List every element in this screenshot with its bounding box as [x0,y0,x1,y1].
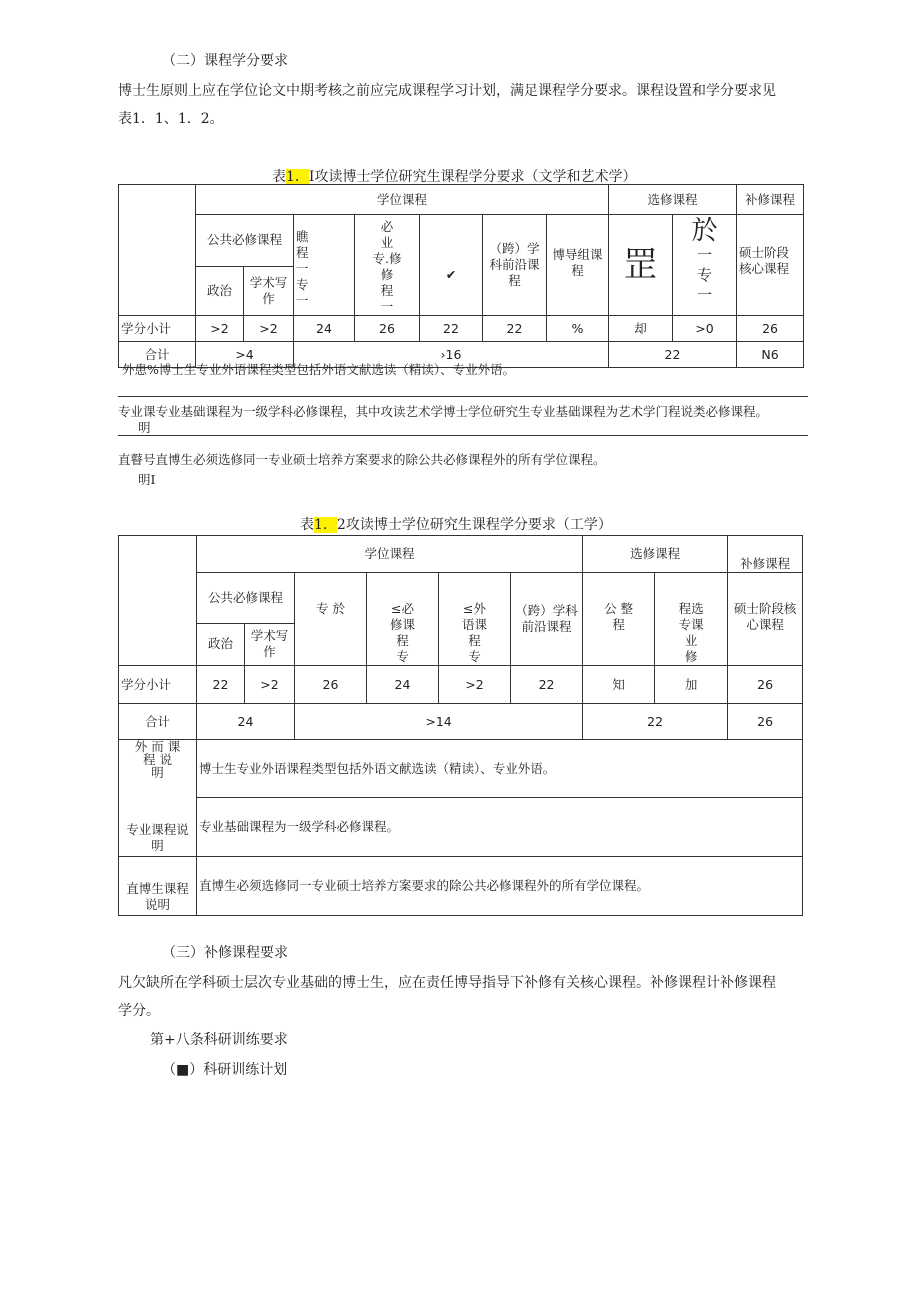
note-label-foreign: 外 而 课 程 说 明 [119,740,197,798]
subtotal-cell: 22 [511,666,583,704]
table2-credit-requirements [118,535,803,916]
header-degree-courses: 学位课程 [197,536,583,573]
total-cell: >4 [196,342,294,368]
header-doctoral-group: 博导组课 程 [547,215,609,316]
subsection-heading-research-plan: （■）科研训练计划 [162,1062,288,1078]
header-academic-writing: 学术写 作 [245,623,295,665]
header-politics: 政治 [196,266,244,315]
subtotal-cell: 26 [295,666,367,704]
subtotal-cell: >2 [196,316,244,342]
subtotal-cell: 26 [737,316,804,342]
caption-prefix: 表 [272,169,286,185]
row-label-total: 合计 [119,704,197,740]
total-cell: >14 [295,704,583,740]
caption-suffix: I攻读博士学位研究生课程学分要求（文学和艺术学） [308,169,637,185]
subtotal-cell: 26 [355,316,420,342]
subtotal-cell: 知 [583,666,655,704]
header-col3: 专 於 [295,573,367,666]
subtotal-cell: >2 [439,666,511,704]
row-label-total: 合计 [119,342,196,368]
header-elective: 选修课程 [609,185,737,215]
subtotal-cell: >2 [245,666,295,704]
header-cross-discipline: （跨）学 科前沿课程 [483,215,547,316]
header-master-core: 硕士阶段核 心课程 [728,573,803,666]
row-label-subtotal: 学分小计 [119,666,197,704]
header-supplementary: 补修课程 [737,185,804,215]
total-cell: 26 [728,704,803,740]
header-col9 [673,215,737,316]
table1-credit-requirements [118,184,804,368]
total-cell: ›16 [294,342,609,368]
header-col8 [609,215,673,316]
note-text-foreign: 博士生专业外语课程类型包括外语文献选读（精读）、专业外语。 [197,740,803,798]
subtotal-cell: 22 [483,316,547,342]
check-mark-icon: ✔ [420,215,483,316]
subtotal-cell: 22 [420,316,483,342]
divider [118,396,808,397]
header-academic-writing: 学术写 作 [244,266,294,315]
article-heading: 第+八条科研训练要求 [150,1032,288,1048]
header-col4-major-required: 必 业 专.修 修 程 一 [355,215,420,316]
header-degree-courses: 学位课程 [196,185,609,215]
header-public-required: 公共必修课程 [197,573,295,624]
header-cross-discipline: （跨）学科 前沿课程 [511,573,583,666]
table1-note-major-tail: 明 [138,420,151,435]
total-cell: N6 [737,342,804,368]
header-public-required: 公共必修课程 [196,215,294,267]
header-politics: 政治 [197,623,245,665]
table1-corner-cell [119,185,196,316]
section-heading-supplementary: （三）补修课程要求 [162,945,288,961]
table1-note-foreign: 外患%博士生专业外语课程类型包括外语文献选读（精读）、专业外语。 [122,362,516,377]
col9-glyph: 於 [691,216,718,246]
header-supplementary: 补修课程 [728,536,803,573]
table1-note-direct-tail: 明I [138,472,156,487]
subtotal-cell: % [547,316,609,342]
col9-rest: 一 专 一 [697,246,713,304]
note-text-major: 专业基础课程为一级学科必修课程。 [197,798,803,857]
table1-note-direct: 直瞽号直博生必须选修同一专业硕士培养方案要求的除公共必修课程外的所有学位课程。 [118,452,606,467]
subtotal-cell: 却 [609,316,673,342]
paragraph-line: 凡欠缺所在学科硕士层次专业基础的博士生，应在责任博导指导下补修有关核心课程。补修课程计补修课程 [118,975,776,991]
caption-prefix: 表 [300,517,314,533]
total-cell: 22 [583,704,728,740]
section-heading-course-credits: （二）课程学分要求 [162,53,288,69]
paragraph-line: 表1．1、1．2。 [118,111,224,127]
subtotal-cell: 26 [728,666,803,704]
total-cell: 22 [609,342,737,368]
header-col3: 瞧 程 一 专 一 [294,215,355,316]
subtotal-cell: 22 [197,666,245,704]
subtotal-cell: >2 [244,316,294,342]
subtotal-cell: 24 [294,316,355,342]
table2-corner-cell [119,536,197,666]
header-col8-major-elective: 程选 专课 业 修 [655,573,728,666]
note-label-major: 专业课程说 明 [119,798,197,857]
header-col5-foreign: ≤外 语课 程 专 [439,573,511,666]
header-elective: 选修课程 [583,536,728,573]
row-label-subtotal: 学分小计 [119,316,196,342]
paragraph-line: 博士生原则上应在学位论文中期考核之前应完成课程学习计划，满足课程学分要求。课程设置和学分要求见 [118,83,776,99]
subtotal-cell: 24 [367,666,439,704]
subtotal-cell: 加 [655,666,728,704]
col8-glyph: 罡 [623,245,658,285]
caption-highlight: 1． [286,169,309,185]
note-label-direct: 直博生课程 说明 [119,857,197,916]
note-text-direct: 直博生必须选修同一专业硕士培养方案要求的除公共必修课程外的所有学位课程。 [197,857,803,916]
header-master-core: 硕士阶段 核心课程 [737,215,804,316]
subtotal-cell: >0 [673,316,737,342]
header-col7-public-elective: 公 整 程 [583,573,655,666]
table1-note-major: 专业课专业基础课程为一级学科必修课程，其中攻读艺术学博士学位研究生专业基础课程为艺术学门程说类必修课程。 [118,404,769,419]
total-cell: 24 [197,704,295,740]
caption-highlight: 1． [314,517,337,533]
paragraph-line: 学分。 [118,1003,160,1019]
caption-suffix: 2攻读博士学位研究生课程学分要求（工学） [336,517,612,533]
header-col4-required: ≤必 修课 程 专 [367,573,439,666]
divider [118,435,808,436]
